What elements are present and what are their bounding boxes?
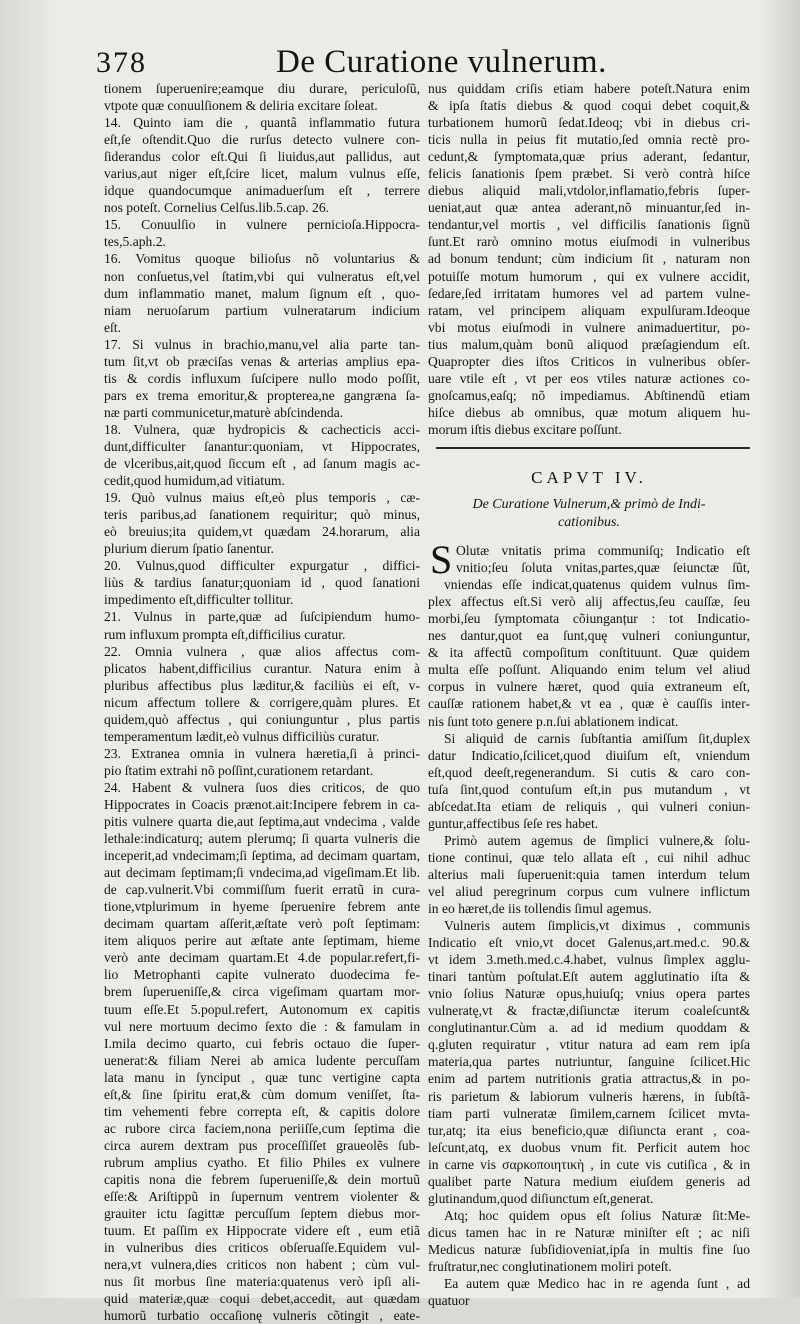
text-line: Si aliquid de carnis ſubſtantia amiſſum ſit,duplex	[444, 730, 750, 746]
chapter-subtitle-line: De Curatione Vulnerum,& primò de Indi-	[472, 497, 706, 513]
text-line: 18. Vulnera, quæ hydropicis & cachecticis acci-	[104, 421, 420, 437]
text-line: tes,5.aph.2.	[104, 234, 166, 250]
text-line: diebus aliquid mali,vtdolor,inflamatio,febris ſuper-	[428, 183, 750, 199]
text-line: nera,vt vulnera,dies criticos non habent ; cùm vul-	[104, 1257, 420, 1273]
chapter-body	[428, 537, 750, 1309]
paragraph	[428, 832, 750, 917]
text-line: hiſce diebus ab omnibus, quæ motum aliquem hu-	[428, 404, 750, 420]
text-line: ad bonum tendunt; cùm indicium ſit , naturam non	[428, 251, 750, 267]
text-line: multa eſſe poſſunt. Aliquando enim telum vel aliud	[428, 662, 750, 678]
text-line: nos poteſt. Cornelius Celſus.lib.5.cap. 26.	[104, 200, 330, 216]
paragraph	[428, 1207, 750, 1275]
text-line: 22. Omnia vulnera , quæ alios affectus com-	[104, 643, 420, 659]
text-line: de vlceribus,ait,quod ſiccum eſt , ad ſanum magis ac-	[104, 456, 420, 472]
text-line: pars ex trema emoritur,& propterea,ne gangræna ſa-	[104, 387, 420, 403]
text-line: rum influxum prompta eſt,difficilius curatur.	[104, 626, 346, 642]
paragraph	[428, 576, 750, 729]
paragraph	[428, 1275, 750, 1309]
text-line: corpus in vulnere hæret, quod quia extraneum eſt,	[428, 679, 750, 695]
text-line: quid materiæ,quæ coqui debet,accedit, aut quædam	[104, 1291, 420, 1307]
text-line: tendantur,vel mortis , vel difficilis ſanationis ſignũ	[428, 217, 750, 233]
right-column-top-text	[428, 80, 750, 438]
text-line: datur Indicatio,ſcilicet,quod diuiſum eſt, vniendum	[428, 747, 750, 763]
text-line: cedit,quod humidum,ad vitiatum.	[104, 473, 285, 489]
text-line: quatuor	[428, 1293, 470, 1309]
text-line: uenerat:& filiam Nerei ab amica ludente percuſſam	[104, 1052, 420, 1068]
text-line: eſt.	[104, 319, 121, 335]
text-line: vnitio;ſeu ſoluta vnitas,partes,quæ ſeiunctæ ſũt,	[456, 560, 750, 576]
text-line: Hippocrates in Coacis prænot.ait:Incipere febrem in ca-	[104, 796, 420, 812]
text-line: temperamentum lædit,eò vulnus difficiliùs curatur.	[104, 728, 380, 744]
text-line: tim vehementi febre correpta eſt, & capitis dolore	[104, 1103, 420, 1119]
text-line: in eo hæret,de iis tollendis ſimul agemus.	[428, 901, 652, 917]
text-line: ratam, vel principem aliquam expulſuram.Ideoque	[428, 302, 750, 318]
text-line: 23. Extranea omnia in vulnera hæretia,ſi à princi-	[104, 745, 420, 761]
text-line: plicatos habent,difficilius curantur. Natura enim à	[104, 660, 420, 676]
text-line: vulneratę,vt & fractæ,diſiunctæ iterum coaleſcunt&	[428, 1003, 750, 1019]
text-line: morbi,ſeu ſymptomata cõiunganțur : tot Indicatio-	[428, 611, 750, 627]
chapter-heading: CAPVT IV.	[531, 467, 647, 487]
text-line: alterius mali ſuperuenit:quia tamen interdum telum	[428, 866, 750, 882]
text-line: impedimento eſt,difficulter tollitur.	[104, 592, 294, 608]
text-line: in vulneribus dies criticos obſeruaſſe.Equidem vul-	[104, 1240, 420, 1256]
text-line: grauiter ictu ſagittæ percuſſum ſeptem diebus mor-	[104, 1206, 420, 1222]
text-line: leſcunt,atq, ex duobus vnum fit. Perficit autem hoc	[428, 1139, 750, 1155]
text-line: liùs & tardius ſanatur;quoniam id , quod ſanationi	[104, 575, 420, 591]
text-line: idque quandocumque animaduerſum eſt , terrere	[104, 183, 420, 199]
text-line: nes dantur,quot ea ſunt,quę vulneri coniunguntur,	[428, 628, 750, 644]
text-line: vul nere mortuum decimo ſexto die : & famulam in	[104, 1018, 420, 1034]
text-line: brem ſuperueniſſe,& circa vigeſimam quartam mor-	[104, 984, 420, 1000]
text-line: potuiſſe motum humorum , qui ex vulnere accidit,	[428, 268, 750, 284]
text-line: eſſe:& Ariſtippũ in ſupernum ventrem violenter &	[104, 1189, 420, 1205]
text-line: lata manu in ſynciput , quæ tunc vertigine capta	[104, 1069, 420, 1085]
text-line: vel aliud peregrinum corpus cum vulnere inflictum	[428, 883, 750, 899]
text-line: in carne vis σαρκοποιητικὴ , in cute vis cutiſica , & in	[428, 1156, 750, 1172]
text-line: Vulneris autem ſimplicis,vt diximus , communis	[444, 918, 750, 934]
text-line: dunt,difficulter ſanantur:quoniam, vt Hippocrates,	[104, 438, 420, 454]
text-line: nicum affectum tollere & corrigere,quàm plures. Et	[104, 694, 420, 710]
text-line: 19. Quò vulnus maius eſt,eò plus temporis , cæ-	[104, 490, 420, 506]
text-line: vniendas eſſe indicat,quatenus quidem vulnus ſim-	[444, 577, 750, 593]
text-line: circa aurem dextram pus proceſſiſſet graueolẽs ſub-	[104, 1137, 420, 1153]
text-line: pluribus affectibus plus læditur,& faciliùs ei eſt, v-	[104, 677, 420, 693]
text-line: rubrum amplius cyatho. Et filio Philes ex vulnere	[104, 1154, 420, 1170]
text-line: 24. Habent & vulnera ſuos dies criticos, de quo	[104, 779, 420, 795]
text-line: Quapropter dies iſtos Criticos in vulneribus obſer-	[428, 353, 750, 369]
text-line: tionem ſuperuenire;eamque diu durare, periculoſũ,	[104, 81, 420, 96]
drop-cap-lines	[428, 537, 750, 583]
text-line: ſedare,ſed irritatam humores vel ad partem vulne-	[428, 285, 750, 301]
text-line: quidem,quò affectus , qui coniunguntur , plus partis	[104, 711, 420, 727]
section-divider-rule	[436, 447, 750, 449]
text-line: dicus tamen hac in re Naturæ miniſter eſt ; ac niſi	[428, 1224, 750, 1240]
text-line: tius malum,quàm bonũ aliquod præſagiendum eſt.	[428, 336, 750, 352]
text-line: 20. Vulnus,quod difficulter expurgatur , diffici-	[104, 558, 420, 574]
text-line: tinari tantùm poſtulat.Eſt autem agglutinatio iſta &	[428, 969, 750, 985]
text-line: enim ad partem nutritionis gratia attractus,& in po-	[428, 1071, 750, 1087]
text-line: 15. Conuulſio in vulnere pernicioſa.Hippocra-	[104, 217, 420, 233]
text-line: vnio ſolius Naturæ opus,huiuſq; vnius opera partes	[428, 986, 750, 1002]
text-line: tum ſit,vt ob præciſas venas & arterias amplius epa-	[104, 353, 420, 369]
text-line: uare vtile eſt , vt per eos vtiles naturæ actiones co-	[428, 370, 750, 386]
text-line: pio ſtatim extrahi nõ poſſint,curationem retardant.	[104, 762, 374, 778]
page-header	[0, 28, 800, 88]
text-line: vt idem 3.meth.med.c.4.habet, vulnus ſimplex agglu-	[428, 952, 750, 968]
text-line: inceperit,ad vndecimam;ſi ſeptima, ad decimam quartam,	[104, 848, 420, 864]
text-line: materia,qua partes nutriuntur, ſanguine ſcilicet.Hic	[428, 1054, 750, 1070]
text-line: lio Metrophanti capite vulnerato duodecima fe-	[104, 967, 420, 983]
text-line: guntur,affectibus ſeſe res habet.	[428, 815, 599, 831]
text-line: gnoſcamus,eaſq; nõ impediamus. Abſtinendũ etiam	[428, 387, 750, 403]
text-line: tur,atq; ita eius beneficio,quæ diſiuncta erant , coa-	[428, 1122, 750, 1138]
text-line: felicis ſanationis ſpem præbet. Si verò contrà hiſce	[428, 166, 750, 182]
text-line: & ipſa ſtatis diebus & quod coqui debet coquit,&	[428, 98, 750, 114]
text-line: eſt,quod deeſt,regenerandum. Si cutis & caro con-	[428, 764, 750, 780]
text-line: nus ſit morbus ſine materia:quatenus verò ipſi ali-	[104, 1274, 420, 1290]
text-line: item aliquos perire aut æſtate ante ſeptimam, hieme	[104, 933, 420, 949]
text-line: turbationem humorũ ſedat.Ideoq; vbi in diebus cri-	[428, 115, 750, 131]
text-line: ac rubore circa faciem,nona periiſſe,cum ſeptima die	[104, 1120, 420, 1136]
text-line: aut decimam ſeptimam;ſi vndecima,ad vigeſimam.Et lib.	[104, 865, 420, 881]
page-edge-shadow	[760, 0, 800, 1298]
text-line: non conſuetus,vel ſtatim,vbi qui vulneratus eſt,vel	[104, 268, 420, 284]
text-line: Indicatio eſt vnio,vt docet Galenus,art.med.c. 90.&	[428, 935, 750, 951]
text-line: eò breuius;ita quidem,vt quædam 24.horarum, alia	[104, 524, 420, 540]
text-line: Atq; hoc quidem opus eſt ſolius Naturæ ſit:Me-	[444, 1207, 750, 1223]
text-line: humorũ turbatio occaſionę vulneris cõtingit , eate-	[104, 1308, 420, 1324]
text-line: nis ſunt toto genere p.n.ſui ablationem indicat.	[428, 713, 679, 729]
text-line: niam neruoſarum partium vulneratarum indicium	[104, 302, 420, 318]
text-line: Primò autem agemus de ſimplici vulnere,& ſolu-	[444, 832, 750, 848]
text-line: de cap.vulnerit.Vbi commiſſum fuerit erratũ in cura-	[104, 882, 420, 898]
text-line: abſcedat.Ita etiam de reliquis , qui vulneri coniun-	[428, 798, 750, 814]
text-line: næ parti communicetur,maturè abſcindenda.	[104, 404, 344, 420]
text-line: & ita affectũ compoſitum conſtituunt. Quæ quidem	[428, 645, 750, 661]
text-line: plex affectus eſt.Si verò alij affectus,ſeu cauſſæ, ſeu	[428, 594, 750, 610]
text-line: vtpote quæ conuulſionem & deliria excitare ſoleat.	[104, 98, 378, 114]
text-line: tuum. Et paſſim ex Hippocrate videre eſt , eum etiã	[104, 1223, 420, 1239]
paragraph	[428, 917, 750, 1207]
text-line: dum inflammatio manet, malum ſignum eſt , quo-	[104, 285, 420, 301]
paragraph	[428, 537, 750, 583]
chapter-subtitle	[428, 496, 750, 532]
page-number: 378	[96, 46, 147, 79]
drop-cap: S	[430, 537, 453, 583]
text-line: 21. Vulnus in parte,quæ ad ſuſcipiendum humo-	[104, 609, 420, 625]
text-line: verò ante decimam quartam.Et 4.de popular.refert,fi-	[104, 950, 420, 966]
text-line: Ea autem quæ Medico hac in re agenda ſunt , ad	[444, 1276, 750, 1292]
text-line: ueniat,aut quæ antea aderant,nõ minuantur,ſed in-	[428, 200, 750, 216]
text-line: glutinandum,quod diſiunctum eſt,generat.	[428, 1190, 654, 1206]
text-line: pitis vulnere quarta die,aut ſeptima,aut vndecima , valde	[104, 814, 420, 830]
running-title: De Curatione vulnerum.	[276, 44, 607, 80]
text-line: tione continui, quæ telo allata eſt , cui nihil adhuc	[428, 849, 750, 865]
chapter-subtitle-line: cationibus.	[558, 515, 620, 531]
text-line: cauſſæ rationem habet,& vt ea , quæ è cauſſis inter-	[428, 696, 750, 712]
text-line: capitis nona die febrem ſuperueniſſe,& dein mortuũ	[104, 1172, 420, 1187]
text-line: fruſtratur,nec conglutinationem moliri poteſt.	[428, 1259, 672, 1274]
text-line: morum iſtis diebus excitare poſſunt.	[428, 421, 622, 437]
text-line: tione,vtplurimum in hyeme ſperuenire febrem ante	[104, 899, 420, 915]
text-line: plurium dierum ſpatio ſanentur.	[104, 541, 274, 557]
text-line: qualibet parte Natura medium eiuſdem generis ad	[428, 1173, 750, 1189]
text-line: teris paribus,ad ſanationem requiritur; quò minus,	[104, 507, 420, 523]
text-line: nus quiddam criſis etiam habere poteſt.Natura enim	[428, 81, 750, 96]
text-line: q.gluten requiratur , vtitur natura ad eam rem ipſa	[428, 1037, 750, 1053]
paragraph	[428, 730, 750, 832]
right-column	[428, 80, 750, 1309]
text-line: ris parietum & labiorum vulneris hærens, in ſubſtã-	[428, 1088, 750, 1104]
text-line: conglutinantur.Cùm a. ad id medium quoddam &	[428, 1020, 750, 1036]
text-line: ſunt.Et rarò omnino motus eiuſmodi in vulneribus	[428, 234, 750, 250]
text-line: eſt,ſe oſtendit.Quo die rurſus detecto vulnere con-	[104, 132, 420, 148]
text-line: lethale:indicaturq; autem plerumq; ſi quarta vulneris die	[104, 831, 420, 847]
text-line: I.mila decimo quarto, cui febris octauo die ſuper-	[104, 1035, 420, 1051]
text-line: varius,aut niger eſt,ſcire licet, malum vulnus eſſe,	[104, 166, 420, 182]
text-line: eſt,& ſine ſpiritu erat,& cùm domum veniſſet, ſta-	[104, 1086, 420, 1102]
text-line: 17. Si vulnus in brachio,manu,vel alia parte tan-	[104, 336, 420, 352]
text-line: tuum eſſe.Et 5.popul.refert, Autonomum ex capitis	[104, 1001, 420, 1017]
text-line: Olutæ vnitatis prima communiſq; Indicatio eſt	[456, 543, 750, 559]
text-line: 14. Quinto iam die , quantâ inflammatio futura	[104, 115, 420, 131]
left-column	[104, 80, 420, 1324]
text-line: tis & cordis influxum ſuſcipere nullo modo poſſit,	[104, 370, 420, 386]
text-line: 16. Vomitus quoque bilioſus nõ voluntarius &	[104, 251, 420, 267]
text-line: tiam parti vulneratæ ſimilem,carnem ſcilicet mvta-	[428, 1105, 750, 1121]
page-gutter-shadow	[0, 0, 60, 1298]
text-line: tuſa ſint,quod contuſum eſt,in pus mutandum , vt	[428, 781, 750, 797]
text-line: Medicus naturæ ſubſidioveniat,ipſa in multis fine ſuo	[428, 1241, 750, 1257]
text-line: decimam quartam aſſerit,æſtate verò poſt ſeptimam:	[104, 916, 420, 932]
text-line: ſiderandus color eſt.Qui ſi liuidus,aut pallidus, aut	[104, 149, 420, 165]
text-line: vbi motus eiuſmodi in vulnere animaduertitur, po-	[428, 319, 750, 335]
text-line: ticis nulla in peius fit mutatio,ſed omnia rectè pro-	[428, 132, 750, 148]
text-line: cedunt,& ſymptomata,quæ prius aderant, ſedantur,	[428, 149, 750, 165]
